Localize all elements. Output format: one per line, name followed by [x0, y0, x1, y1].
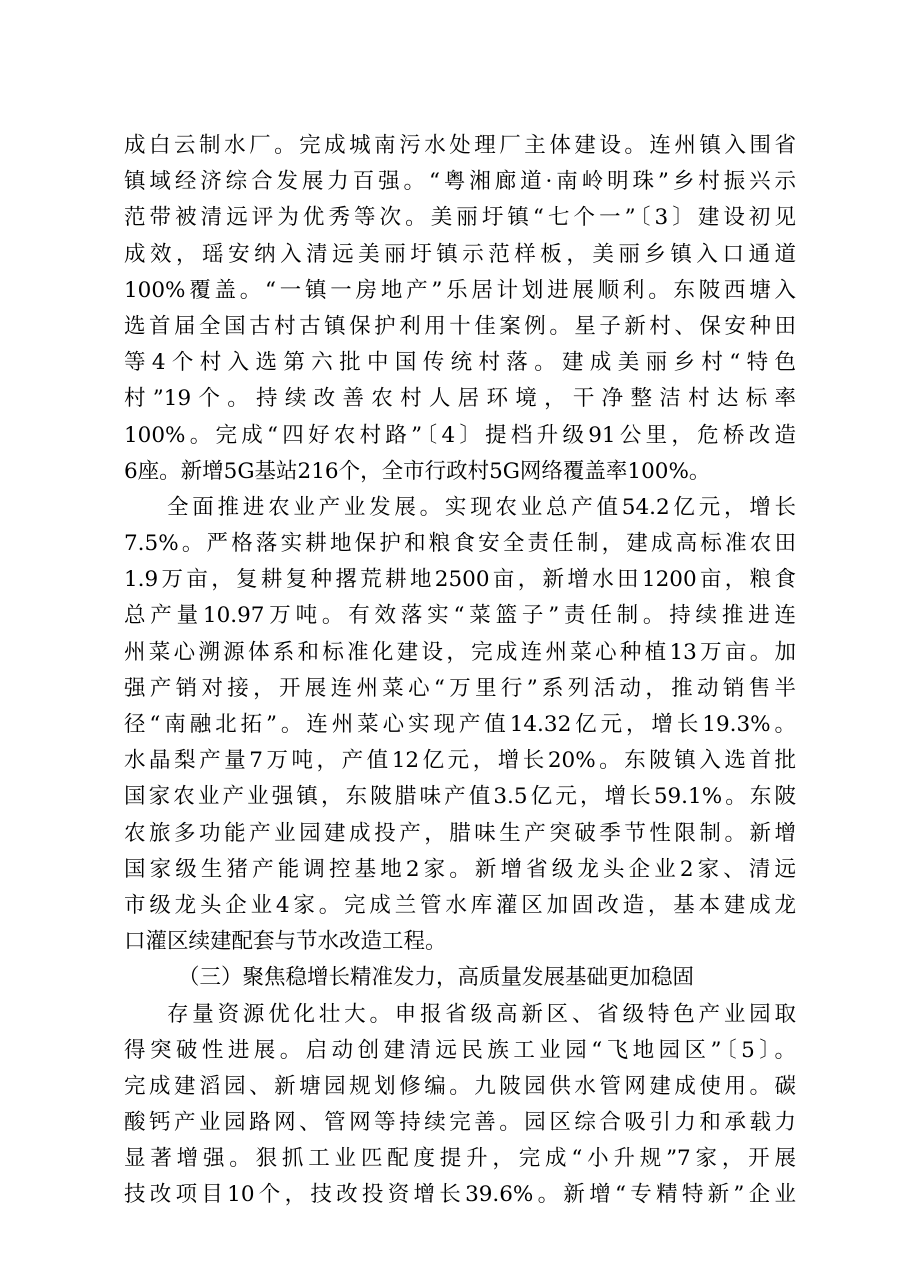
text-line: 总产量10.97万吨。有效落实“菜篮子”责任制。持续推进连: [124, 603, 796, 629]
text-line: 径“南融北拓”。连州菜心实现产值14.32亿元，增长19.3%。: [124, 712, 796, 737]
text-line: 镇域经济综合发展力百强。“粤湘廊道·南岭明珠”乡村振兴示: [124, 169, 796, 195]
text-line: 1.9万亩，复耕复种撂荒耕地2500亩，新增水田1200亩，粮食: [124, 567, 796, 593]
text-line: 农旅多功能产业园建成投产，腊味生产突破季节性限制。新增: [124, 820, 796, 846]
text-line: 6座。新增5G基站216个，全市行政村5G网络覆盖率100%。: [124, 458, 711, 484]
body-text: [124, 128, 796, 1214]
text-line: 国家级生猪产能调控基地2家。新增省级龙头企业2家、清远: [124, 856, 796, 882]
text-line: 国家农业产业强镇，东陂腊味产值3.5亿元，增长59.1%。东陂: [124, 784, 796, 810]
text-line: 技改项目10个，技改投资增长39.6%。新增“专精特新”企业: [124, 1182, 796, 1208]
text-line: 酸钙产业园路网、管网等持续完善。园区综合吸引力和承载力: [124, 1110, 796, 1136]
text-line: 村”19个。持续改善农村人居环境，干净整洁村达标率: [124, 386, 796, 412]
text-line: 选首届全国古村古镇保护利用十佳案例。星子新村、保安种田: [124, 313, 796, 339]
text-line: 范带被清远评为优秀等次。美丽圩镇“七个一”〔3〕建设初见: [124, 205, 796, 231]
text-line: 全面推进农业产业发展。实现农业总产值54.2亿元，增长: [167, 494, 796, 520]
text-line: 得突破性进展。启动创建清远民族工业园“飞地园区”〔5〕。: [124, 1037, 796, 1063]
text-line: 口灌区续建配套与节水改造工程。: [124, 929, 447, 955]
text-line: 100%覆盖。“一镇一房地产”乐居计划进展顺利。东陂西塘入: [124, 277, 796, 303]
text-line: 等4个村入选第六批中国传统村落。建成美丽乡村“特色: [124, 350, 796, 376]
text-line: 7.5%。严格落实耕地保护和粮食安全责任制，建成高标准农田: [124, 531, 796, 557]
text-line: 100%。完成“四好农村路”〔4〕提档升级91公里，危桥改造: [124, 422, 796, 448]
text-line: 成白云制水厂。完成城南污水处理厂主体建设。连州镇入围省: [124, 133, 796, 158]
text-line: 存量资源优化壮大。申报省级高新区、省级特色产业园取: [167, 1001, 796, 1027]
section-heading: （三）聚焦稳增长精准发力，高质量发展基础更加稳固: [178, 965, 695, 991]
text-line: 水晶梨产量7万吨，产值12亿元，增长20%。东陂镇入选首批: [124, 748, 796, 774]
text-line: 完成建滔园、新塘园规划修编。九陂园供水管网建成使用。碳: [124, 1073, 796, 1099]
text-line: 显著增强。狠抓工业匹配度提升，完成“小升规”7家，开展: [124, 1146, 796, 1172]
text-line: 成效，瑶安纳入清远美丽圩镇示范样板，美丽乡镇入口通道: [124, 241, 796, 267]
text-line: 州菜心溯源体系和标准化建设，完成连州菜心种植13万亩。加: [124, 639, 796, 665]
text-line: 市级龙头企业4家。完成兰管水库灌区加固改造，基本建成龙: [124, 892, 796, 918]
text-line: 强产销对接，开展连州菜心“万里行”系列活动，推动销售半: [124, 675, 796, 701]
